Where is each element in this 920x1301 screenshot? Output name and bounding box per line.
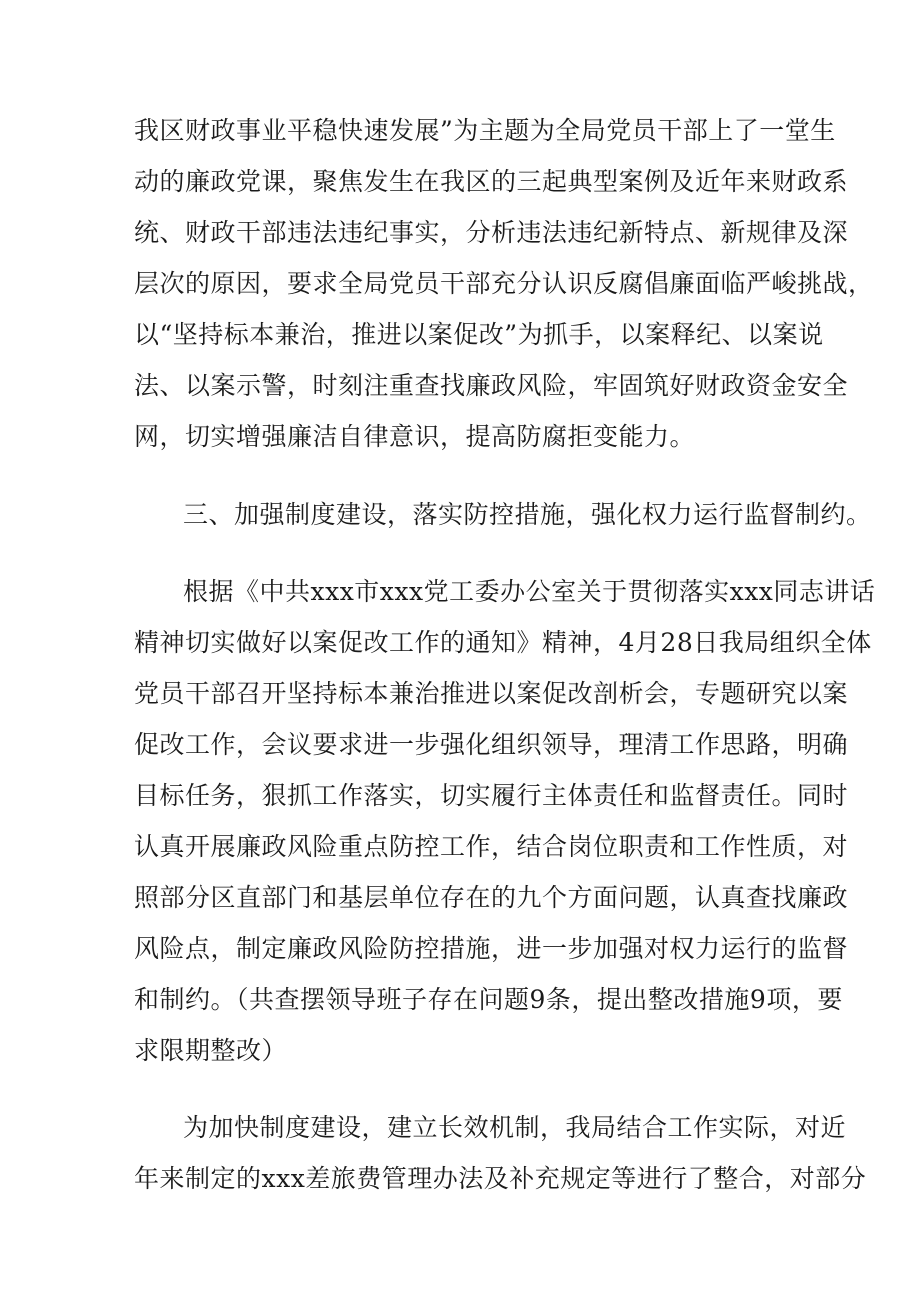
paragraph-2-line: 目标任务，狠抓工作落实，切实履行主体责任和监督责任。同时: [134, 781, 849, 810]
paragraph-2-line: 党员干部召开坚持标本兼治推进以案促改剖析会，专题研究以案: [134, 679, 849, 708]
paragraph-2-line: 和制约。（共查摆领导班子存在问题9条，提出整改措施9项，要: [134, 985, 843, 1014]
paragraph-3-line: 为加快制度建设，建立长效机制，我局结合工作实际，对近: [183, 1113, 847, 1142]
paragraph-1-line: 统、财政干部违法违纪事实，分析违法违纪新特点、新规律及深: [134, 218, 849, 247]
paragraph-1-line: 网，切实增强廉洁自律意识，提高防腐拒变能力。: [134, 422, 696, 451]
paragraph-1-line: 我区财政事业平稳快速发展”为主题为全局党员干部上了一堂生: [134, 116, 836, 145]
paragraph-3-line: 年来制定的xxx差旅费管理办法及补充规定等进行了整合，对部分: [134, 1164, 867, 1193]
section-heading: 三、加强制度建设，落实防控措施，强化权力运行监督制约。: [183, 500, 872, 529]
paragraph-1-line: 动的廉政党课，聚焦发生在我区的三起典型案例及近年来财政系: [134, 167, 849, 196]
paragraph-1-line: 法、以案示警，时刻注重查找廉政风险，牢固筑好财政资金安全: [134, 371, 849, 400]
paragraph-2-line: 照部分区直部门和基层单位存在的九个方面问题，认真查找廉政: [134, 883, 849, 912]
paragraph-2-line: 促改工作，会议要求进一步强化组织领导，理清工作思路，明确: [134, 730, 849, 759]
paragraph-2-line: 根据《中共xxx市xxx党工委办公室关于贯彻落实xxx同志讲话: [183, 577, 876, 606]
paragraph-2-line: 风险点，制定廉政风险防控措施，进一步加强对权力运行的监督: [134, 934, 849, 963]
paragraph-2-line: 求限期整改）: [134, 1036, 288, 1065]
paragraph-2-line: 精神切实做好以案促改工作的通知》精神，4月28日我局组织全体: [134, 628, 872, 657]
paragraph-1-line: 层次的原因，要求全局党员干部充分认识反腐倡廉面临严峻挑战，: [134, 269, 874, 298]
paragraph-1-line: 以“坚持标本兼治，推进以案促改”为抓手，以案释纪、以案说: [134, 320, 824, 349]
paragraph-2-line: 认真开展廉政风险重点防控工作，结合岗位职责和工作性质，对: [134, 832, 849, 861]
